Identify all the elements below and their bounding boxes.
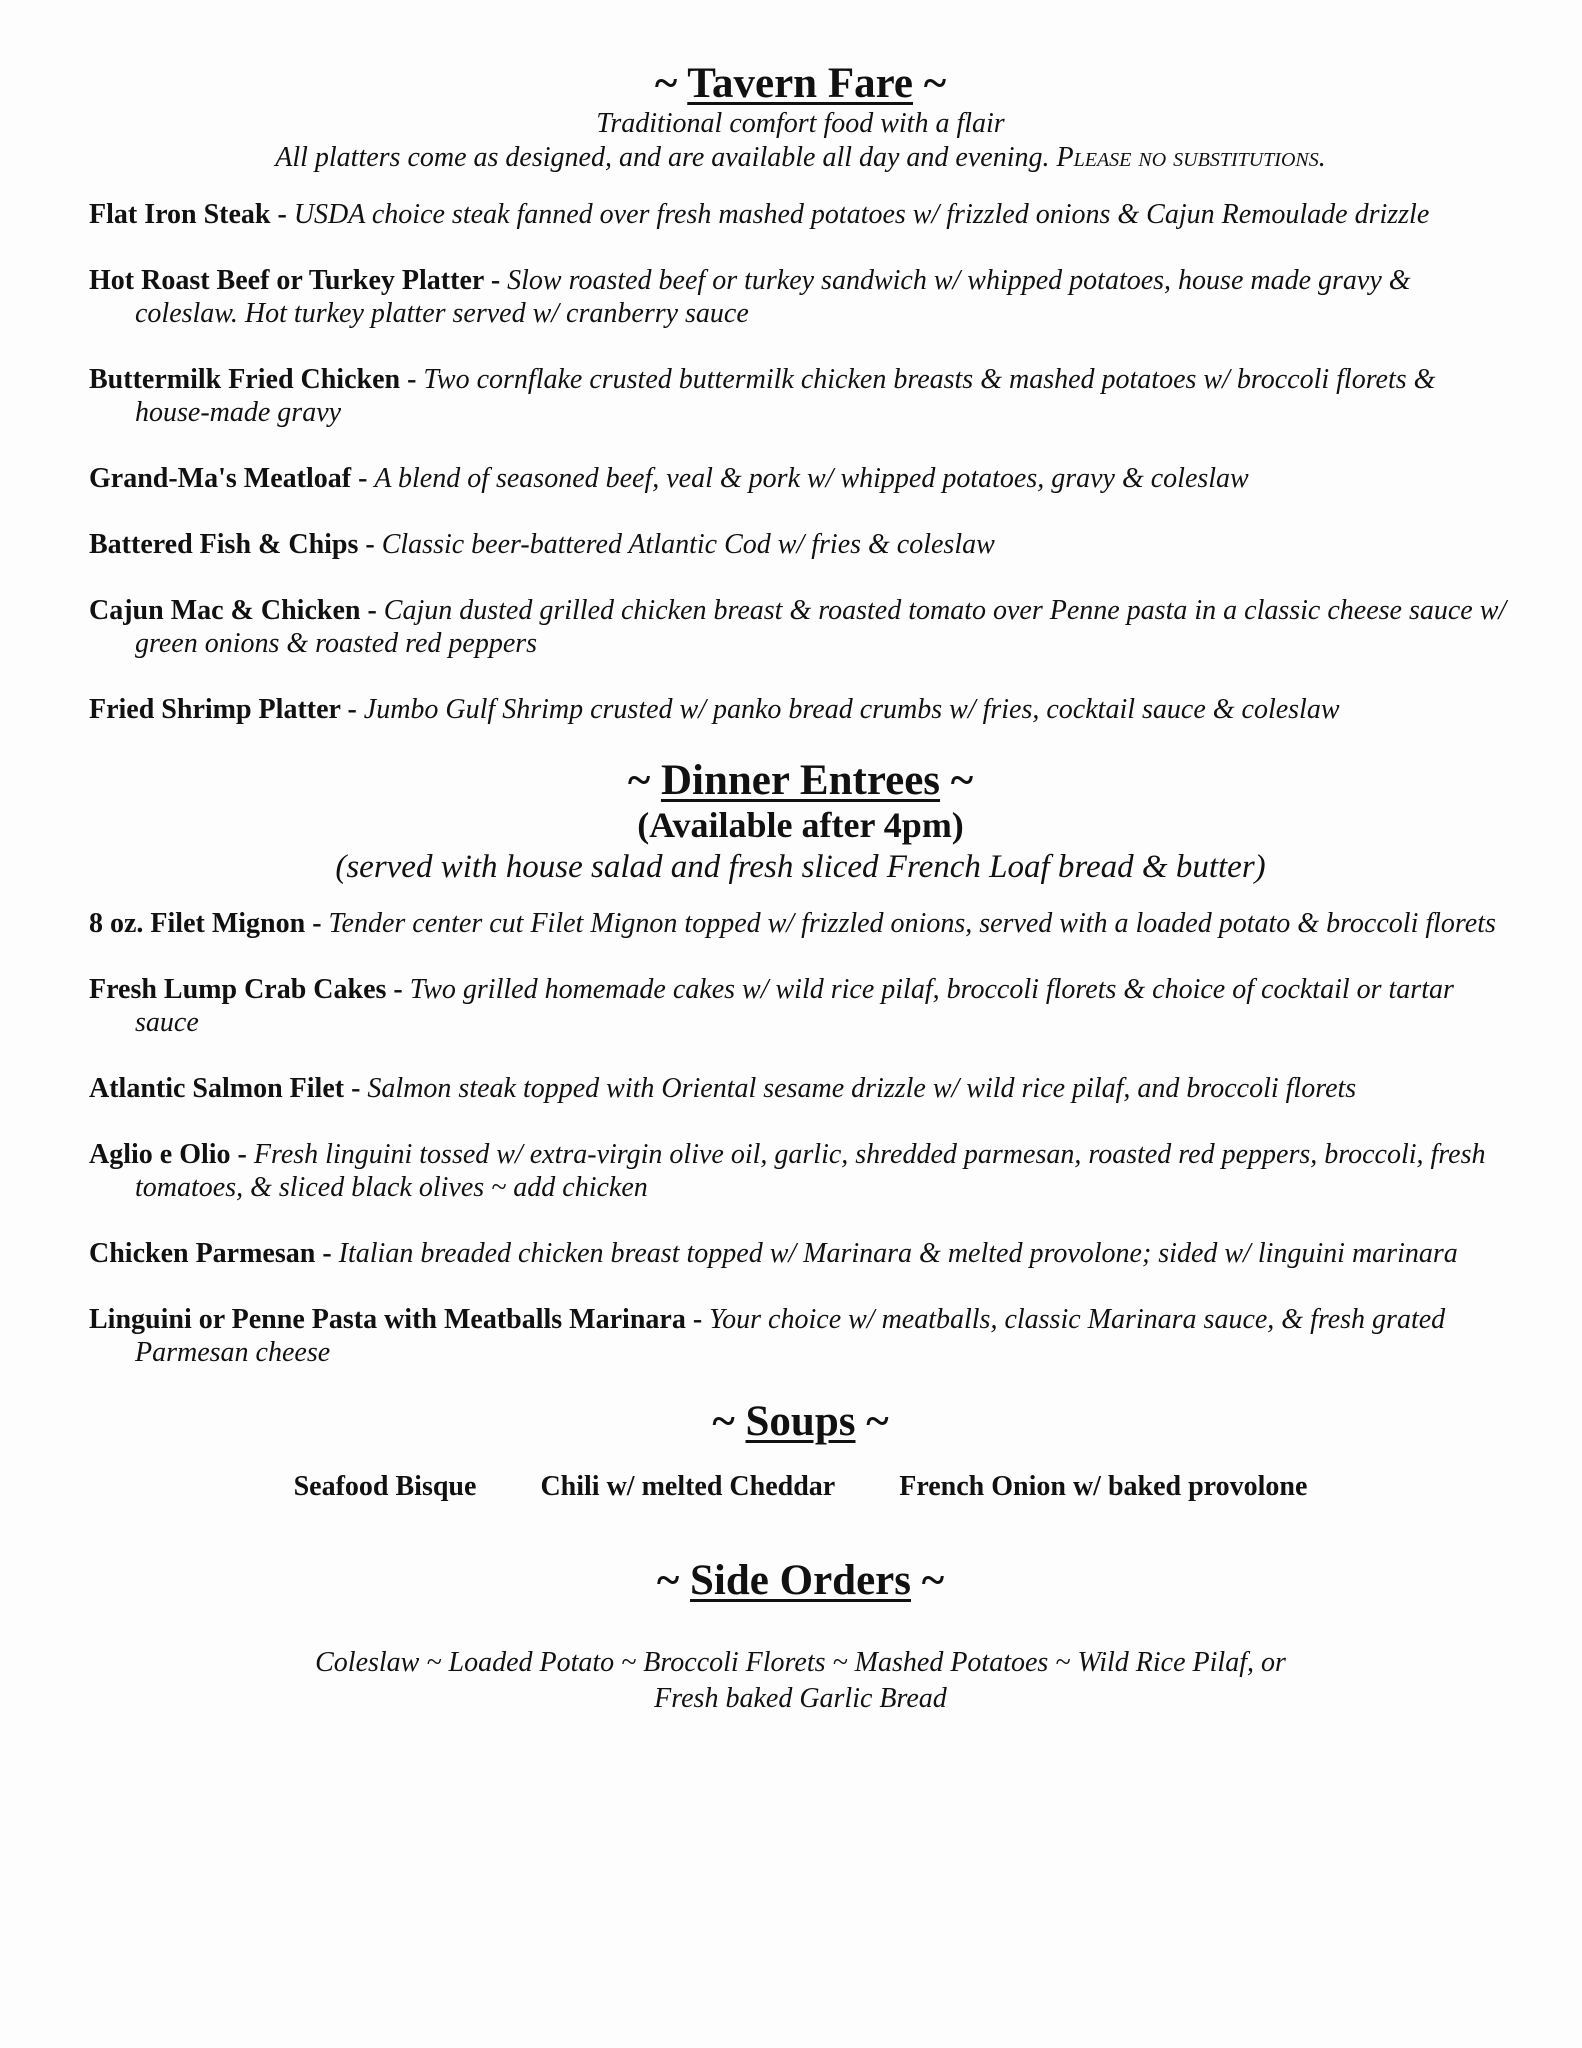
menu-item-name: Chicken Parmesan	[89, 1238, 316, 1270]
menu-item	[89, 1138, 1512, 1204]
menu-item	[89, 363, 1512, 429]
menu-item-description: Fresh linguini tossed w/ extra-virgin olive oil, garlic, shredded parmesan, roasted red peppers, broccoli, fresh tomatoes, & sliced black olives ~ add chicken	[135, 1139, 1486, 1204]
tilde-right: ~	[921, 1557, 945, 1605]
menu-item-separator: -	[344, 1073, 368, 1105]
sides-line-2: Fresh baked Garlic Bread	[654, 1682, 947, 1714]
menu-item	[89, 1303, 1512, 1369]
tavern-fare-title-text: Tavern Fare	[687, 60, 913, 107]
soups-title	[89, 1398, 1512, 1445]
menu-item-description: Slow roasted beef or turkey sandwich w/ whipped potatoes, house made gravy & coleslaw. Hot turkey platter served w/ cranberry sauce	[135, 265, 1411, 330]
dinner-served-with: (served with house salad and fresh sliced French Loaf bread & butter)	[335, 849, 1266, 886]
tavern-items-list	[89, 198, 1512, 726]
menu-item	[89, 1237, 1512, 1270]
sides-title-text: Side Orders	[690, 1557, 911, 1605]
soup-item: French Onion w/ baked provolone	[899, 1471, 1308, 1503]
soups-section	[89, 1398, 1512, 1503]
sides-section	[89, 1557, 1512, 1716]
menu-item-name: Cajun Mac & Chicken	[89, 595, 361, 627]
menu-item-separator: -	[483, 265, 508, 297]
soups-title-text: Soups	[745, 1398, 856, 1446]
soups-list	[89, 1471, 1512, 1503]
soup-item: Seafood Bisque	[293, 1471, 477, 1503]
menu-item-description: Two cornflake crusted buttermilk chicken breasts & mashed potatoes w/ broccoli florets & house-made gravy	[135, 364, 1436, 429]
menu-item-separator: -	[340, 694, 364, 726]
menu-item-name: Fresh Lump Crab Cakes	[89, 974, 387, 1006]
tilde-left: ~	[654, 60, 678, 107]
sides-title	[89, 1557, 1512, 1604]
menu-item-separator: -	[360, 595, 384, 627]
menu-item	[89, 1072, 1512, 1105]
menu-item	[89, 907, 1512, 940]
menu-item-description: Your choice w/ meatballs, classic Marinara sauce, & fresh grated Parmesan cheese	[135, 1304, 1446, 1369]
menu-item	[89, 462, 1512, 495]
menu-item-name: Fried Shrimp Platter	[89, 694, 341, 726]
menu-item-name: Flat Iron Steak	[89, 199, 271, 231]
tilde-right: ~	[923, 60, 947, 107]
menu-item-separator: -	[351, 463, 375, 495]
menu-item-name: Battered Fish & Chips	[89, 529, 359, 561]
tilde-right: ~	[866, 1398, 889, 1446]
menu-item-separator: -	[685, 1304, 710, 1336]
menu-item-description: Jumbo Gulf Shrimp crusted w/ panko bread crumbs w/ fries, cocktail sauce & coleslaw	[363, 694, 1340, 726]
tilde-left: ~	[656, 1557, 680, 1605]
menu-item-name: Hot Roast Beef or Turkey Platter	[89, 265, 484, 297]
tilde-right: ~	[950, 757, 974, 805]
tavern-note	[89, 141, 1512, 175]
dinner-availability: (Available after 4pm)	[637, 804, 964, 845]
menu-item-separator: -	[270, 199, 294, 231]
menu-item-separator: -	[315, 1238, 339, 1270]
menu-item-description: Tender center cut Filet Mignon topped w/ frizzled onions, served with a loaded potato & broccoli florets	[328, 908, 1496, 940]
soup-item: Chili w/ melted Cheddar	[540, 1471, 836, 1503]
tavern-fare-header	[89, 60, 1512, 174]
tavern-note-caps: Please no substitutions.	[1056, 141, 1326, 173]
menu-item-separator: -	[358, 529, 382, 561]
dinner-title	[89, 757, 1512, 804]
menu-item-name: Grand-Ma's Meatloaf	[89, 463, 352, 495]
menu-item-separator: -	[400, 364, 424, 396]
menu-item-name: 8 oz. Filet Mignon	[89, 908, 306, 940]
sides-line-1: Coleslaw ~ Loaded Potato ~ Broccoli Florets ~ Mashed Potatoes ~ Wild Rice Pilaf, or	[315, 1646, 1286, 1678]
dinner-title-text: Dinner Entrees	[660, 757, 941, 805]
tilde-left: ~	[627, 757, 651, 805]
menu-item-name: Atlantic Salmon Filet	[89, 1073, 345, 1105]
dinner-header	[89, 757, 1512, 889]
menu-item	[89, 693, 1512, 726]
menu-item-description: USDA choice steak fanned over fresh mashed potatoes w/ frizzled onions & Cajun Remoulade drizzle	[293, 199, 1430, 231]
menu-item-name: Aglio e Olio	[89, 1139, 231, 1171]
menu-item-description: Two grilled homemade cakes w/ wild rice pilaf, broccoli florets & choice of cocktail or tartar sauce	[135, 974, 1454, 1039]
tavern-tagline: Traditional comfort food with a flair	[596, 108, 1005, 140]
tilde-left: ~	[712, 1398, 735, 1446]
menu-item	[89, 973, 1512, 1039]
dinner-items-list	[89, 907, 1512, 1369]
tavern-fare-title	[89, 60, 1512, 107]
menu-item-separator: -	[386, 974, 410, 1006]
menu-item	[89, 264, 1512, 330]
menu-item-separator: -	[305, 908, 329, 940]
menu-item-description: Italian breaded chicken breast topped w/ Marinara & melted provolone; sided w/ linguini marinara	[338, 1238, 1458, 1270]
menu-item	[89, 528, 1512, 561]
tavern-note-main: All platters come as designed, and are available all day and evening.	[275, 141, 1057, 173]
sides-list	[89, 1645, 1512, 1717]
menu-item	[89, 594, 1512, 660]
menu-item-name: Buttermilk Fried Chicken	[89, 364, 401, 396]
menu-item	[89, 198, 1512, 231]
menu-item-name: Linguini or Penne Pasta with Meatballs Marinara	[89, 1304, 686, 1336]
menu-item-separator: -	[230, 1139, 254, 1171]
menu-item-description: Classic beer-battered Atlantic Cod w/ fries & coleslaw	[381, 529, 995, 561]
menu-item-description: A blend of seasoned beef, veal & pork w/ whipped potatoes, gravy & coleslaw	[374, 463, 1249, 495]
menu-item-description: Cajun dusted grilled chicken breast & roasted tomato over Penne pasta in a classic cheese sauce w/ green onions & roasted red peppers	[135, 595, 1507, 660]
menu-item-description: Salmon steak topped with Oriental sesame drizzle w/ wild rice pilaf, and broccoli florets	[367, 1073, 1357, 1105]
